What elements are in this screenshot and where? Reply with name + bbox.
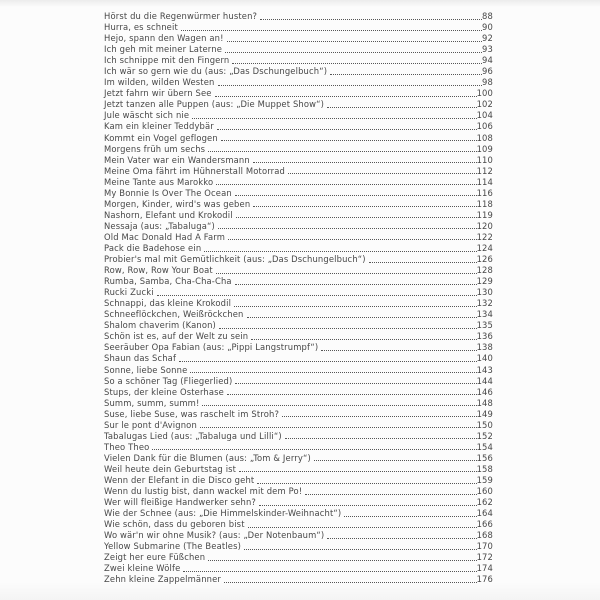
toc-entry-title: Zwei kleine Wölfe	[104, 563, 181, 574]
toc-entry-page: 156	[476, 452, 493, 463]
toc-entry-title: Row, Row, Row Your Boat	[104, 265, 213, 276]
toc-entry-title: Sur le pont d'Avignon	[104, 419, 197, 430]
dot-leader	[282, 416, 477, 417]
toc-entry	[104, 309, 493, 320]
dot-leader	[224, 582, 477, 583]
toc-entry-title: Hurra, es schneit	[104, 22, 178, 33]
toc-entry	[104, 519, 493, 530]
dot-leader	[260, 19, 482, 20]
dot-leader	[157, 295, 477, 296]
toc-entry-page: 129	[476, 276, 493, 287]
toc-entry	[104, 121, 493, 132]
toc-entry-page: 116	[476, 187, 493, 198]
dot-leader	[225, 52, 482, 53]
toc-entry	[104, 265, 493, 276]
dot-leader	[221, 140, 477, 141]
toc-entry-title: Zehn kleine Zappelmänner	[104, 574, 222, 585]
toc-entry-title: My Bonnie Is Over The Ocean	[104, 187, 232, 198]
toc-entry-page: 174	[476, 563, 493, 574]
toc-entry-title: Nashorn, Elefant und Krokodil	[104, 209, 233, 220]
toc-entry	[104, 298, 493, 309]
dot-leader	[253, 162, 477, 163]
dot-leader	[321, 350, 476, 351]
toc-entry	[104, 376, 493, 387]
toc-entry-title: Kommt ein Vogel geflogen	[104, 132, 218, 143]
toc-entry	[104, 155, 493, 166]
toc-entry-title: Probier's mal mit Gemütlichkeit (aus: „Das Dschungelbuch“)	[104, 254, 366, 265]
dot-leader	[218, 228, 477, 229]
toc-entry	[104, 144, 493, 155]
toc-entry	[104, 166, 493, 177]
toc-entry-title: Rucki Zucki	[104, 287, 154, 298]
toc-entry-page: 126	[476, 254, 493, 265]
dot-leader	[179, 361, 476, 362]
dot-leader	[152, 449, 476, 450]
toc-entry-title: So a schöner Tag (Fliegerlied)	[104, 375, 233, 386]
toc-entry-title: Yellow Submarine (The Beatles)	[104, 541, 241, 552]
toc-entry	[104, 508, 493, 519]
toc-entry-page: 149	[476, 408, 493, 419]
toc-entry-title: Im wilden, wilden Westen	[104, 77, 215, 88]
toc-entry	[104, 409, 493, 420]
dot-leader	[369, 262, 477, 263]
toc-entry-page: 96	[482, 66, 493, 77]
toc-entry-title: Kam ein kleiner Teddybär	[104, 121, 214, 132]
toc-entry-page: 146	[476, 386, 493, 397]
toc-entry-title: Morgens früh um sechs	[104, 143, 206, 154]
toc-entry-title: Tabalugas Lied (aus: „Tabaluga und Lilli“)	[104, 430, 282, 441]
toc-entry	[104, 221, 493, 232]
dot-leader	[227, 394, 477, 395]
toc-entry-title: Meine Oma fährt im Hühnerstall Motorrad	[104, 165, 286, 176]
toc-entry	[104, 276, 493, 287]
toc-entry-title: Theo Theo	[104, 441, 150, 452]
toc-entry-title: Rumba, Samba, Cha-Cha-Cha	[104, 276, 232, 287]
toc-entry	[104, 22, 493, 33]
toc-entry-page: 122	[476, 231, 493, 242]
toc-entry-title: Morgen, Kinder, wird's was geben	[104, 198, 251, 209]
dot-leader	[327, 538, 476, 539]
toc-entry-title: Mein Vater war ein Wandersmann	[104, 154, 250, 165]
toc-entry-title: Wie der Schnee (aus: „Die Himmelskinder-Weihnacht“)	[104, 508, 342, 519]
dot-leader	[204, 251, 476, 252]
dot-leader	[232, 63, 482, 64]
toc-entry	[104, 33, 493, 44]
toc-entry-page: 109	[476, 143, 493, 154]
toc-entry	[104, 331, 493, 342]
dot-leader	[200, 427, 477, 428]
toc-entry-title: Shaun das Schaf	[104, 353, 177, 364]
dot-leader	[218, 85, 483, 86]
toc-entry	[104, 442, 493, 453]
toc-entry	[104, 66, 493, 77]
toc-entry-page: 164	[476, 508, 493, 519]
toc-entry-page: 160	[476, 486, 493, 497]
toc-entry-title: Hejo, spann den Wagen an!	[104, 33, 224, 44]
toc-entry-title: Ich schnippe mit den Fingern	[104, 55, 230, 66]
dot-leader	[236, 217, 477, 218]
toc-entry-page: 136	[476, 331, 493, 342]
toc-list	[104, 11, 493, 585]
dot-leader	[257, 483, 476, 484]
toc-entry-title: Meine Tante aus Marokko	[104, 176, 214, 187]
toc-entry-page: 162	[476, 497, 493, 508]
toc-entry	[104, 320, 493, 331]
toc-entry-page: 119	[476, 209, 493, 220]
toc-entry	[104, 420, 493, 431]
toc-entry-page: 88	[482, 11, 493, 21]
dot-leader	[330, 74, 482, 75]
dot-leader	[192, 118, 476, 119]
toc-entry-page: 148	[476, 397, 493, 408]
toc-entry-title: Wenn du lustig bist, dann wackel mit dem Po!	[104, 486, 303, 497]
dot-leader	[202, 405, 476, 406]
dot-leader	[285, 438, 477, 439]
dot-leader	[190, 372, 476, 373]
dot-leader	[217, 129, 477, 130]
toc-entry-title: Weil heute dein Geburtstag ist	[104, 463, 237, 474]
toc-entry	[104, 552, 493, 563]
toc-entry-page: 144	[476, 375, 493, 386]
toc-entry-title: Wo wär'n wir ohne Musik? (aus: „Der Notenbaum“)	[104, 530, 325, 541]
toc-entry	[104, 486, 493, 497]
dot-leader	[234, 306, 476, 307]
toc-entry	[104, 453, 493, 464]
toc-entry-title: Ich wär so gern wie du (aus: „Das Dschungelbuch“)	[104, 66, 328, 77]
dot-leader	[216, 273, 477, 274]
toc-entry-title: Nessaja (aus: „Tabaluga“)	[104, 220, 215, 231]
toc-entry-page: 168	[476, 530, 493, 541]
toc-entry	[104, 530, 493, 541]
toc-entry	[104, 199, 493, 210]
dot-leader	[288, 173, 477, 174]
toc-entry-page: 92	[482, 33, 493, 44]
toc-entry	[104, 398, 493, 409]
dot-leader	[228, 239, 477, 240]
toc-entry	[104, 497, 493, 508]
toc-entry	[104, 11, 493, 22]
dot-leader	[253, 206, 476, 207]
dot-leader	[239, 471, 476, 472]
toc-entry-page: 138	[476, 342, 493, 353]
toc-entry	[104, 353, 493, 364]
dot-leader	[248, 527, 477, 528]
toc-entry	[104, 464, 493, 475]
toc-entry-page: 135	[476, 320, 493, 331]
dot-leader	[181, 30, 482, 31]
toc-entry-page: 128	[476, 265, 493, 276]
toc-entry	[104, 55, 493, 66]
dot-leader	[235, 383, 476, 384]
toc-entry-title: Wer will fleißige Handwerker sehn?	[104, 497, 257, 508]
toc-entry-title: Wie schön, dass du geboren bist	[104, 519, 245, 530]
dot-leader	[227, 41, 482, 42]
dot-leader	[327, 107, 477, 108]
toc-entry-title: Hörst du die Regenwürmer husten?	[104, 11, 258, 21]
toc-entry	[104, 133, 493, 144]
toc-entry-title: Shalom chaverim (Kanon)	[104, 320, 216, 331]
toc-entry-title: Pack die Badehose ein	[104, 242, 202, 253]
toc-entry-page: 114	[476, 176, 493, 187]
toc-entry	[104, 254, 493, 265]
toc-entry-page: 93	[482, 44, 493, 55]
toc-entry-title: Schnappi, das kleine Krokodil	[104, 298, 232, 309]
toc-entry	[104, 574, 493, 585]
toc-entry-page: 100	[476, 88, 493, 99]
toc-entry-page: 118	[476, 198, 493, 209]
dot-leader	[344, 516, 476, 517]
toc-entry-page: 90	[482, 22, 493, 33]
toc-entry-title: Schön ist es, auf der Welt zu sein	[104, 331, 249, 342]
toc-entry-title: Zeigt her eure Füßchen	[104, 552, 206, 563]
toc-entry	[104, 210, 493, 221]
toc-entry	[104, 387, 493, 398]
toc-entry	[104, 232, 493, 243]
toc-entry	[104, 188, 493, 199]
toc-entry-title: Jetzt fahrn wir übern See	[104, 88, 212, 99]
toc-entry	[104, 541, 493, 552]
dot-leader	[314, 460, 477, 461]
toc-entry-page: 159	[476, 474, 493, 485]
toc-entry-page: 150	[476, 419, 493, 430]
toc-entry-title: Jule wäscht sich nie	[104, 110, 190, 121]
toc-entry	[104, 77, 493, 88]
dot-leader	[259, 505, 477, 506]
toc-entry-page: 104	[476, 110, 493, 121]
toc-entry-title: Ich geh mit meiner Laterne	[104, 44, 223, 55]
toc-entry	[104, 342, 493, 353]
toc-entry-page: 98	[482, 77, 493, 88]
toc-entry-page: 110	[476, 154, 493, 165]
toc-entry	[104, 563, 493, 574]
toc-entry	[104, 431, 493, 442]
toc-entry-page: 120	[476, 220, 493, 231]
toc-entry-page: 154	[476, 441, 493, 452]
toc-entry	[104, 243, 493, 254]
toc-entry-title: Vielen Dank für die Blumen (aus: „Tom & Jerry“)	[104, 452, 311, 463]
toc-entry	[104, 177, 493, 188]
toc-entry	[104, 365, 493, 376]
toc-entry-page: 152	[476, 430, 493, 441]
toc-entry	[104, 110, 493, 121]
toc-entry-page: 102	[476, 99, 493, 110]
dot-leader	[216, 184, 476, 185]
toc-entry-page: 134	[476, 309, 493, 320]
dot-leader	[183, 571, 476, 572]
toc-entry-page: 132	[476, 298, 493, 309]
dot-leader	[247, 317, 477, 318]
toc-entry-title: Suse, liebe Suse, was raschelt im Stroh?	[104, 408, 280, 419]
toc-entry	[104, 44, 493, 55]
toc-entry-title: Seeräuber Opa Fabian (aus: „Pippi Langstrumpf“)	[104, 342, 319, 353]
dot-leader	[305, 494, 476, 495]
toc-entry	[104, 475, 493, 486]
dot-leader	[208, 560, 476, 561]
toc-entry-page: 143	[476, 364, 493, 375]
toc-entry-page: 158	[476, 463, 493, 474]
toc-entry-page: 166	[476, 519, 493, 530]
dot-leader	[208, 151, 476, 152]
dot-leader	[215, 96, 477, 97]
toc-entry-page: 106	[476, 121, 493, 132]
toc-entry-page: 170	[476, 541, 493, 552]
toc-entry-page: 94	[482, 55, 493, 66]
toc-entry-page: 172	[476, 552, 493, 563]
dot-leader	[244, 549, 477, 550]
toc-entry-page: 124	[476, 242, 493, 253]
toc-entry	[104, 99, 493, 110]
toc-entry-title: Stups, der kleine Osterhase	[104, 386, 224, 397]
dot-leader	[235, 195, 477, 196]
toc-entry-page: 140	[476, 353, 493, 364]
dot-leader	[235, 284, 477, 285]
toc-entry-title: Wenn der Elefant in die Disco geht	[104, 474, 255, 485]
dot-leader	[251, 339, 476, 340]
dot-leader	[219, 328, 477, 329]
toc-entry-title: Sonne, liebe Sonne	[104, 364, 188, 375]
toc-entry-title: Summ, summ, summ!	[104, 397, 200, 408]
toc-entry-title: Jetzt tanzen alle Puppen (aus: „Die Muppet Show“)	[104, 99, 325, 110]
toc-entry	[104, 88, 493, 99]
toc-entry-page: 112	[476, 165, 493, 176]
toc-entry-title: Old Mac Donald Had A Farm	[104, 231, 226, 242]
toc-entry-page: 108	[476, 132, 493, 143]
toc-entry-page: 176	[476, 574, 493, 585]
toc-entry	[104, 287, 493, 298]
toc-entry-title: Schneeflöckchen, Weißröckchen	[104, 309, 244, 320]
toc-entry-page: 130	[476, 287, 493, 298]
